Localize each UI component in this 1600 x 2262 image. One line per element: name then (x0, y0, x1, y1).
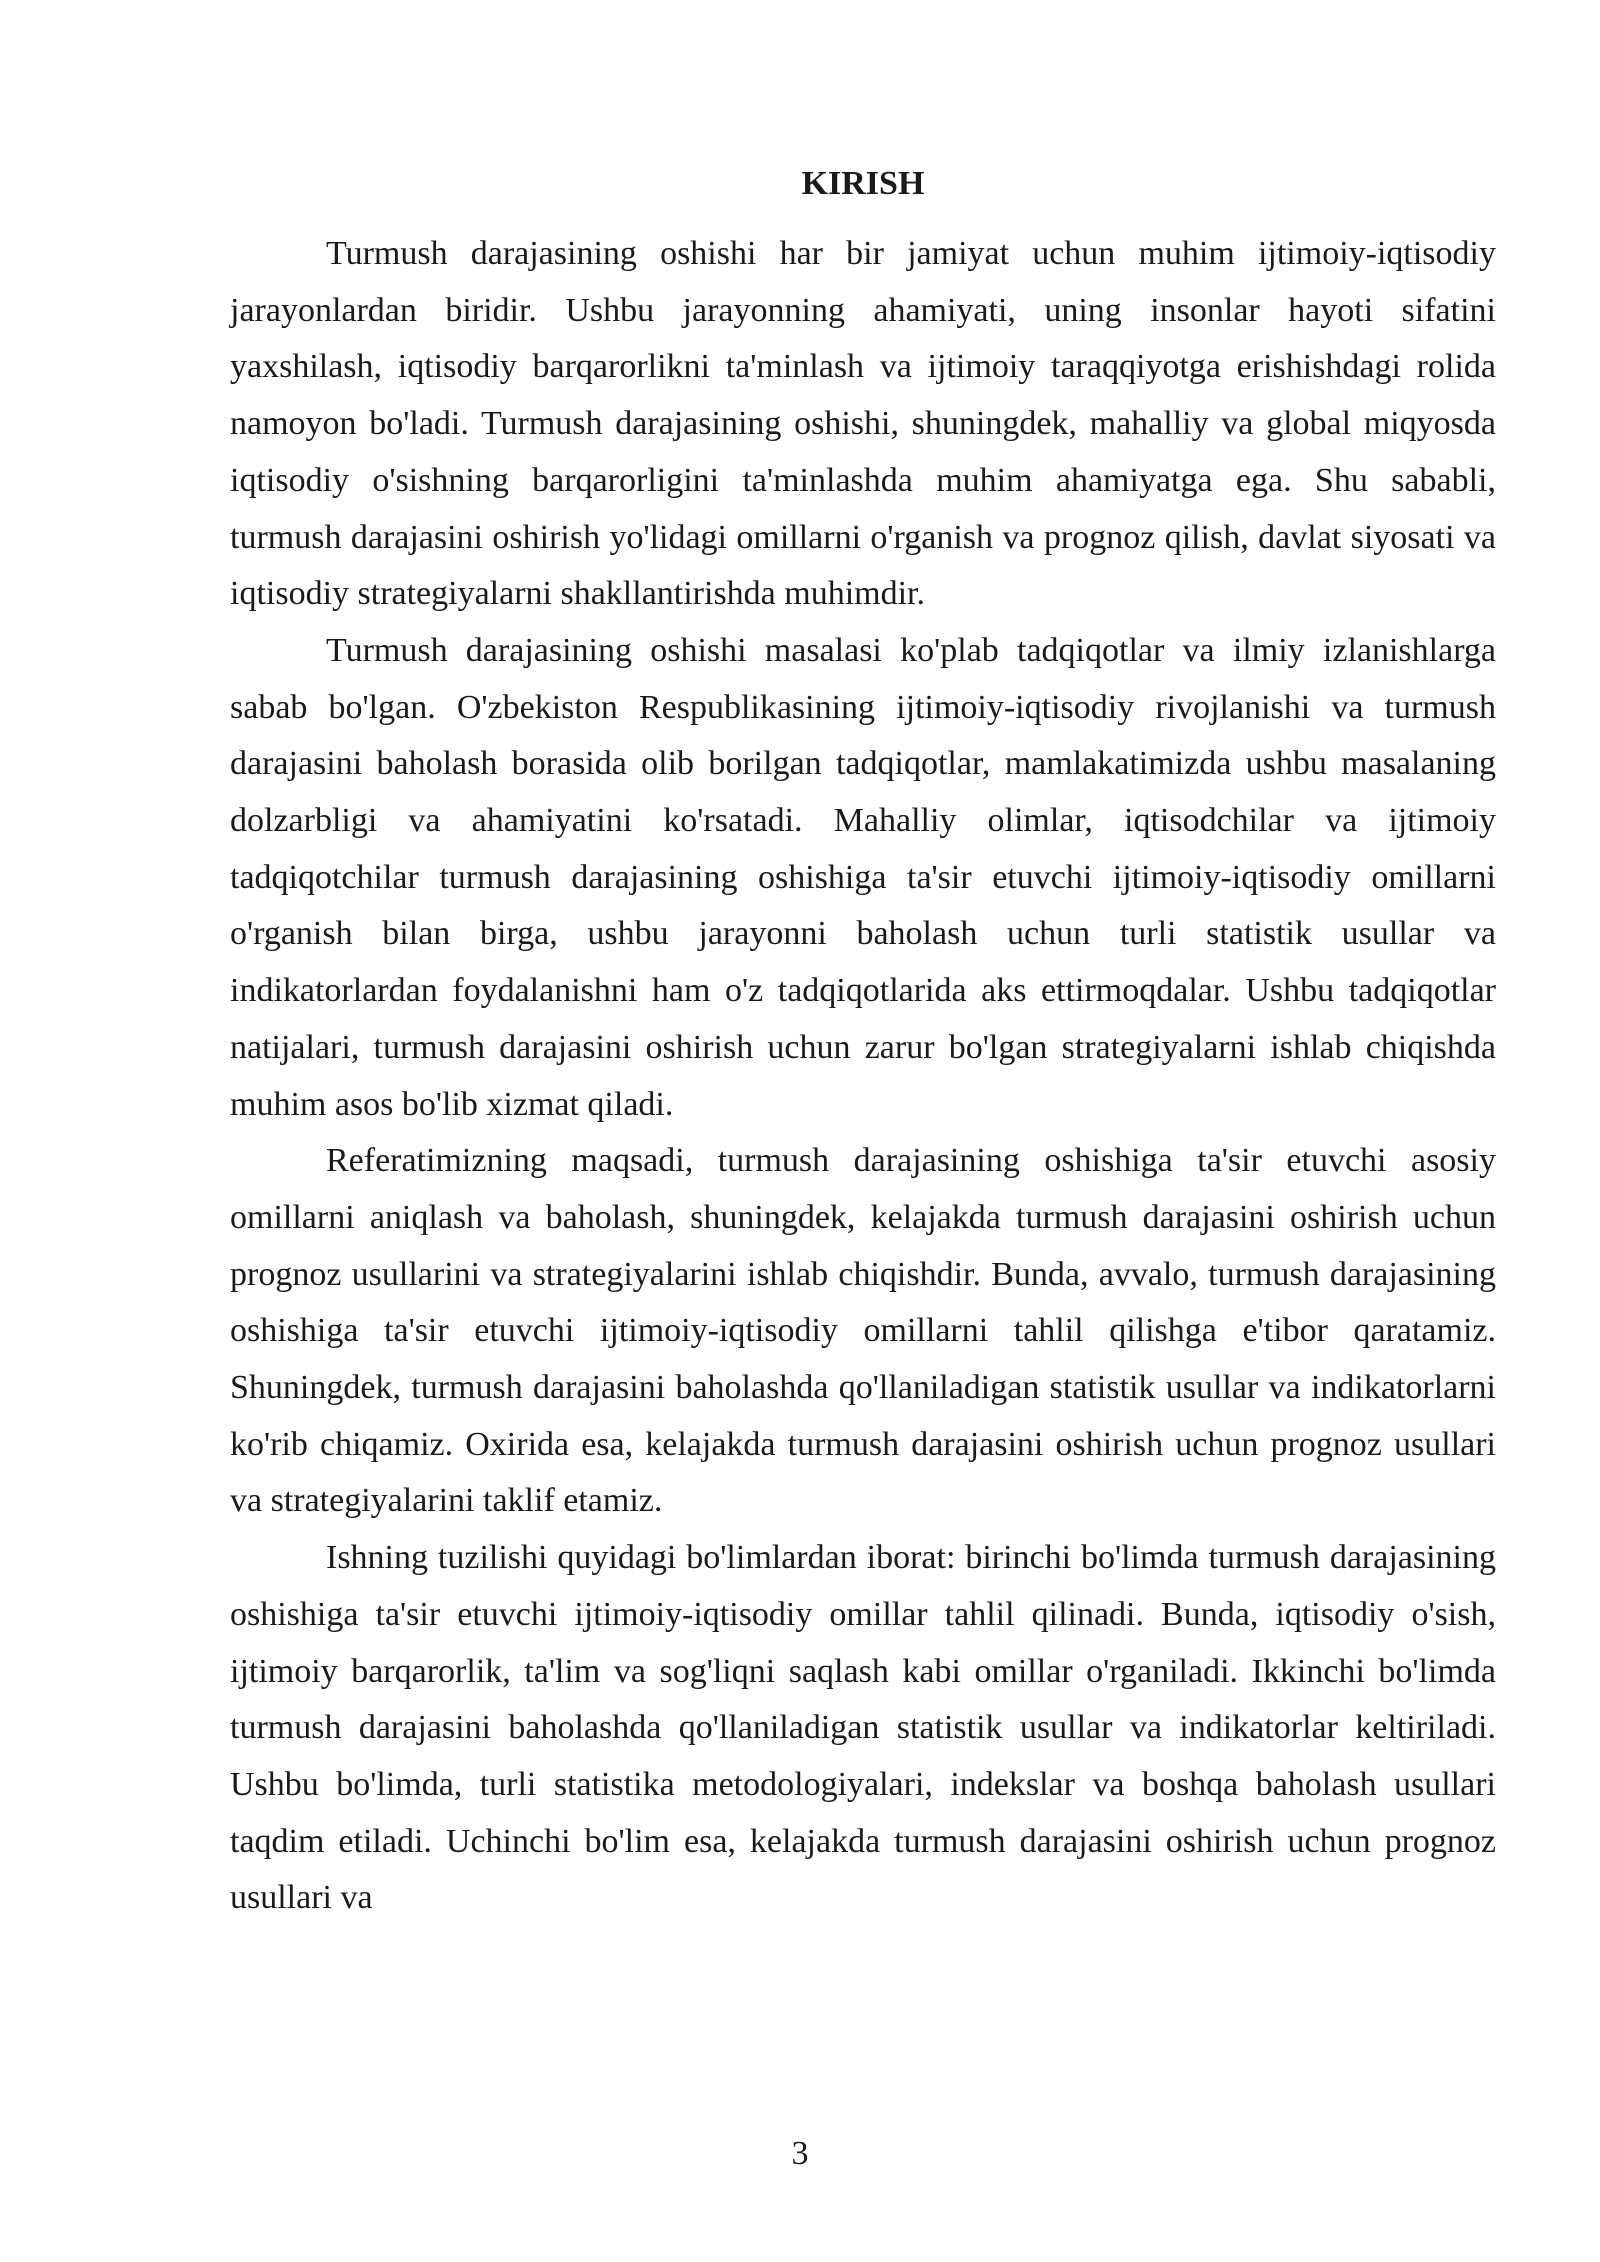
section-title: KIRISH (801, 165, 925, 202)
paragraph-4: Ishning tuzilishi quyidagi bo'limlardan iborat: birinchi bo'limda turmush darajasining oshishiga ta'sir etuvchi ijtimoiy-iqtisodiy omillar tahlil qilinadi. Bunda, iqtisodiy o'sish, ijtimoiy barqarorlik, ta'lim va sog'liqni saqlash kabi omillar o'rganiladi. Ikkinchi bo'limda turmush darajasini baholashda qo'llaniladigan statistik usullar va indikatorlar keltiriladi. Ushbu bo'limda, turli statistika metodologiyalari, indekslar va boshqa baholash usullari taqdim etiladi. Uchinchi bo'lim esa, kelajakda turmush darajasini oshirish uchun prognoz usullari va (230, 1539, 1496, 1917)
paragraph-3: Referatimizning maqsadi, turmush darajasining oshishiga ta'sir etuvchi asosiy omillarni aniqlash va baholash, shuningdek, kelajakda turmush darajasini oshirish uchun prognoz usullarini va strategiyalarini ishlab chiqishdir. Bunda, avvalo, turmush darajasining oshishiga ta'sir etuvchi ijtimoiy-iqtisodiy omillarni tahlil qilishga e'tibor qaratamiz. Shuningdek, turmush darajasini baholashda qo'llaniladigan statistik usullar va indikatorlarni ko'rib chiqamiz. Oxirida esa, kelajakda turmush darajasini oshirish uchun prognoz usullari va strategiyalarini taklif etamiz. (230, 1142, 1496, 1520)
paragraph-2: Turmush darajasining oshishi masalasi ko'plab tadqiqotlar va ilmiy izlanishlarga sabab bo'lgan. O'zbekiston Respublikasining ijtimoiy-iqtisodiy rivojlanishi va turmush darajasini baholash borasida olib borilgan tadqiqotlar, mamlakatimizda ushbu masalaning dolzarbligi va ahamiyatini ko'rsatadi. Mahalliy olimlar, iqtisodchilar va ijtimoiy tadqiqotchilar turmush darajasining oshishiga ta'sir etuvchi ijtimoiy-iqtisodiy omillarni o'rganish bilan birga, ushbu jarayonni baholash uchun turli statistik usullar va indikatorlardan foydalanishni ham o'z tadqiqotlarida aks ettirmoqdalar. Ushbu tadqiqotlar natijalari, turmush darajasini oshirish uchun zarur bo'lgan strategiyalarni ishlab chiqishda muhim asos bo'lib xizmat qiladi. (230, 631, 1496, 1123)
paragraph-1: Turmush darajasining oshishi har bir jamiyat uchun muhim ijtimoiy-iqtisodiy jarayonlardan biridir. Ushbu jarayonning ahamiyati, uning insonlar hayoti sifatini yaxshilash, iqtisodiy barqarorlikni ta'minlash va ijtimoiy taraqqiyotga erishishdagi rolida namoyon bo'ladi. Turmush darajasining oshishi, shuningdek, mahalliy va global miqyosda iqtisodiy o'sishning barqarorligini ta'minlashda muhim ahamiyatga ega. Shu sababli, turmush darajasini oshirish yo'lidagi omillarni o'rganish va prognoz qilish, davlat siyosati va iqtisodiy strategiyalarni shakllantirishda muhimdir. (230, 235, 1496, 613)
document-body (230, 160, 1496, 1927)
page-number: 3 (791, 2135, 809, 2172)
